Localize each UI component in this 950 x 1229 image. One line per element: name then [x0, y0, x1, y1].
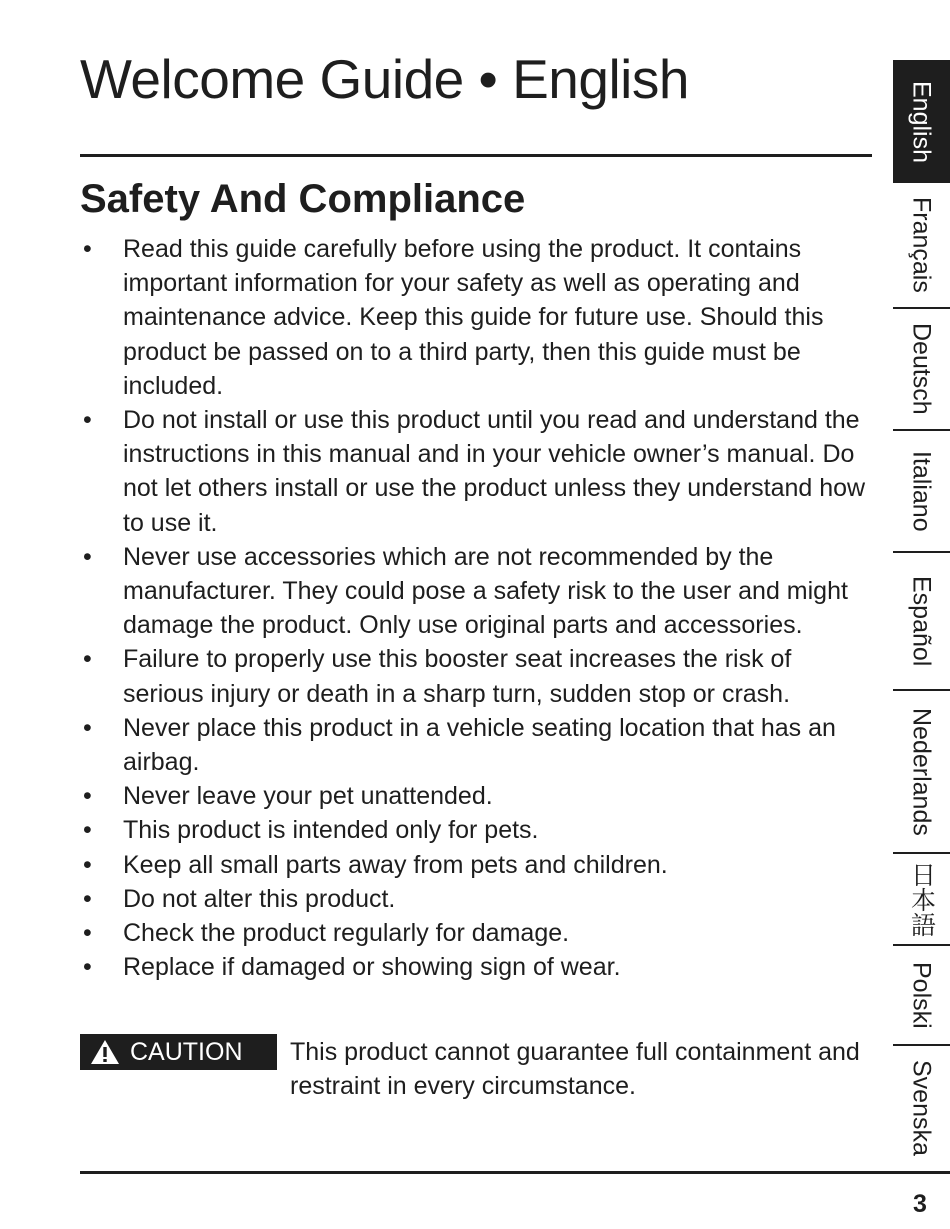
caution-text: This product cannot guarantee full containment and restraint in every circumstance.	[290, 1038, 860, 1101]
caution-badge	[80, 1034, 277, 1070]
bullet-dot: •	[83, 782, 92, 811]
warning-triangle-icon	[90, 1039, 120, 1065]
bullet-dot: •	[83, 645, 92, 674]
footer-divider	[80, 1171, 950, 1174]
bullet-text: This product is intended only for pets.	[123, 816, 539, 845]
list-item	[80, 232, 870, 403]
tab-italiano[interactable]	[893, 431, 950, 551]
tab-label: Polski	[907, 961, 936, 1029]
tab-japanese[interactable]	[893, 854, 950, 944]
page-title: Welcome Guide • English	[80, 48, 689, 110]
bullet-dot: •	[83, 953, 92, 982]
tab-svenska[interactable]	[893, 1046, 950, 1170]
tab-label: Deutsch	[907, 323, 936, 415]
tab-separator	[893, 1044, 950, 1046]
bullet-dot: •	[83, 235, 92, 263]
bullet-text: Never use accessories which are not recommended by the manufacturer. They could pose a safety risk to the user and might damage the product. Only use original parts and accessories.	[123, 542, 848, 640]
tab-separator	[893, 852, 950, 854]
tab-separator	[893, 307, 950, 309]
list-item	[80, 848, 870, 882]
bullet-dot: •	[83, 542, 92, 571]
bullet-text: Check the product regularly for damage.	[123, 919, 570, 948]
tab-francais[interactable]	[893, 183, 950, 307]
list-item	[80, 950, 870, 984]
bullet-dot: •	[83, 850, 92, 879]
bullet-text: Replace if damaged or showing sign of wear.	[123, 953, 621, 982]
section-heading: Safety And Compliance	[80, 177, 526, 221]
list-item	[80, 779, 870, 813]
list-item	[80, 403, 870, 540]
bullet-text: Failure to properly use this booster seat increases the risk of serious injury or death in a sharp turn, sudden stop or crash.	[123, 645, 792, 708]
tab-label: Nederlands	[907, 707, 936, 836]
bullet-text: Never leave your pet unattended.	[123, 782, 493, 811]
page-number: 3	[913, 1190, 927, 1218]
tab-separator	[893, 944, 950, 946]
tab-label: Español	[907, 575, 936, 667]
tab-label: 日本語	[907, 861, 936, 937]
bullet-dot: •	[83, 816, 92, 845]
bullet-dot: •	[83, 919, 92, 948]
bullet-text: Keep all small parts away from pets and children.	[123, 850, 668, 879]
tab-separator	[893, 429, 950, 431]
tab-separator	[893, 689, 950, 691]
tab-nederlands[interactable]	[893, 691, 950, 852]
tab-english[interactable]	[893, 60, 950, 183]
tab-label: Français	[907, 197, 936, 293]
bullet-dot: •	[83, 884, 92, 913]
tab-label: English	[907, 80, 936, 163]
caution-label: CAUTION	[130, 1038, 243, 1066]
safety-bullet-list	[80, 232, 870, 984]
tab-label: Svenska	[907, 1060, 936, 1156]
list-item	[80, 642, 870, 710]
title-divider	[80, 154, 872, 157]
tab-label: Italiano	[907, 450, 936, 532]
bullet-text: Never place this product in a vehicle seating location that has an airbag.	[123, 713, 836, 777]
tab-separator	[893, 551, 950, 553]
list-item	[80, 882, 870, 916]
list-item	[80, 813, 870, 847]
list-item	[80, 540, 870, 643]
bullet-text: Read this guide carefully before using the product. It contains important information for your safety as well as operating and maintenance advice. Keep this guide for future use. Should this product be passed on to a third party, then this guide must be included.	[123, 235, 824, 400]
list-item	[80, 916, 870, 950]
bullet-dot: •	[83, 713, 92, 742]
bullet-dot: •	[83, 406, 92, 435]
bullet-text: Do not alter this product.	[123, 884, 396, 913]
tab-deutsch[interactable]	[893, 309, 950, 429]
list-item	[80, 711, 870, 779]
bullet-text: Do not install or use this product until you read and understand the instructions in this manual and in your vehicle owner’s manual. Do not let others install or use the product unless they understand how to use it.	[123, 406, 866, 537]
tab-polski[interactable]	[893, 946, 950, 1044]
tab-espanol[interactable]	[893, 553, 950, 689]
